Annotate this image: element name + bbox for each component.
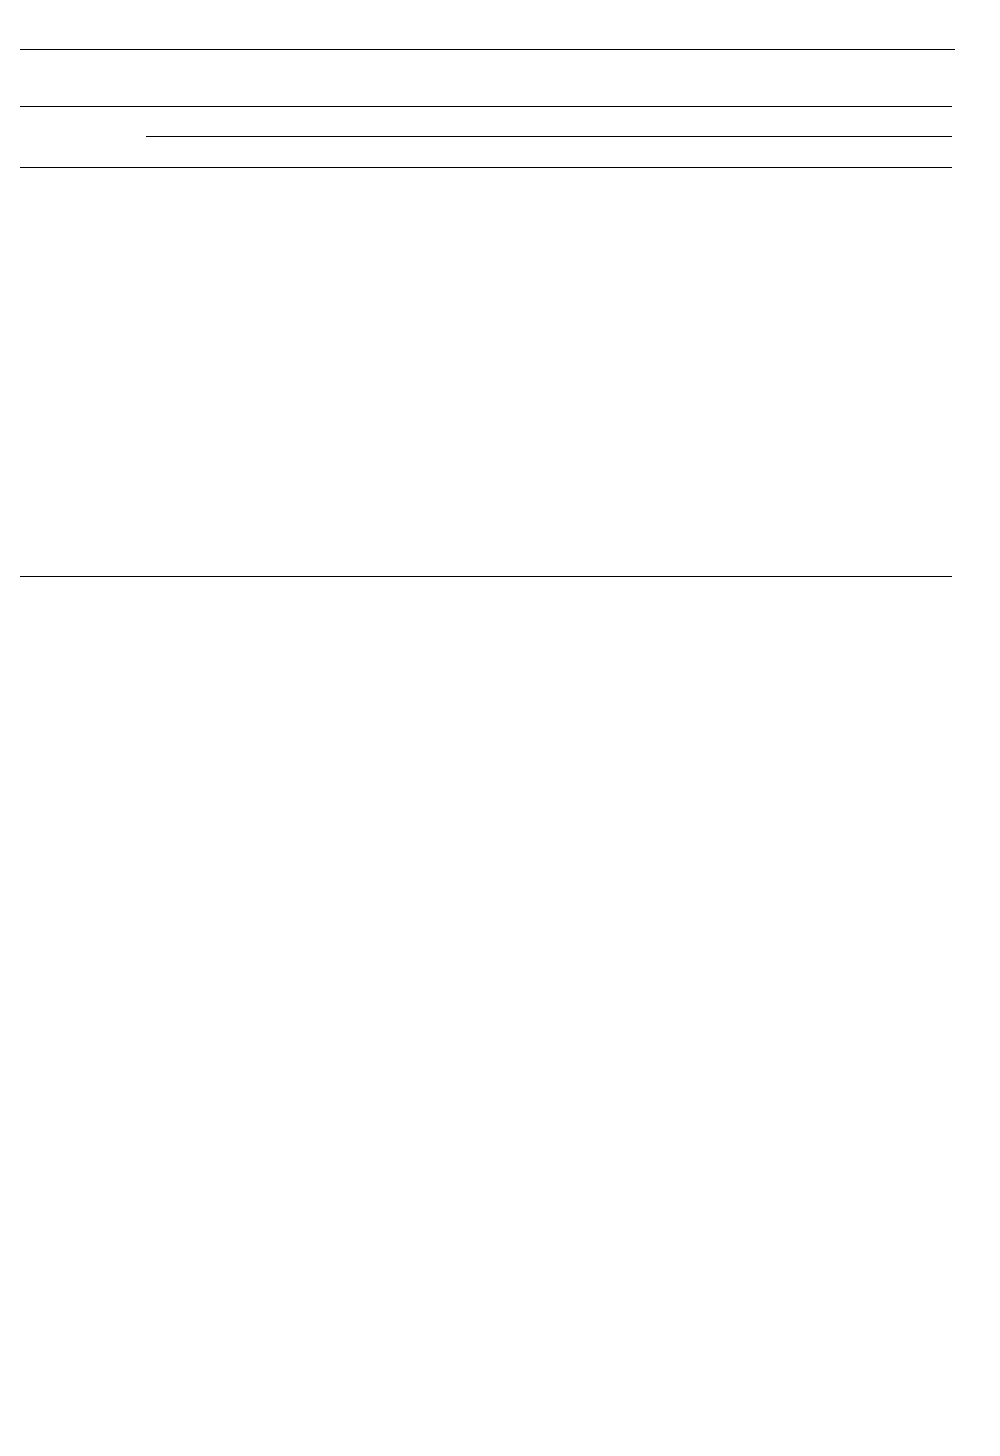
footnote-a: [32, 583, 38, 609]
running-header: [20, 24, 955, 50]
table-header-rule: [20, 167, 952, 168]
footnote-c: [32, 634, 38, 660]
table-sub-rule: [146, 136, 952, 137]
table-bottom-rule: [20, 576, 952, 577]
table-top-rule: [20, 106, 952, 107]
footnote-b: [32, 609, 38, 635]
